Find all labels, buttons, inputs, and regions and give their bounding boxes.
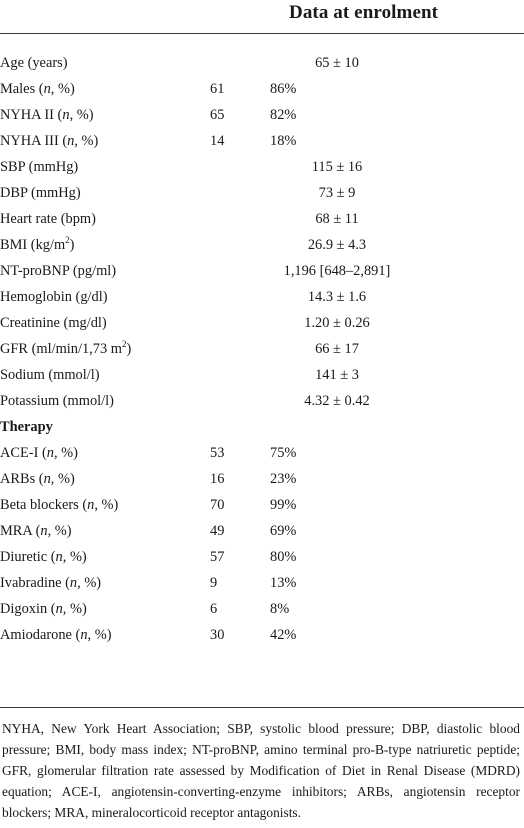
count-cell: 61 [210,80,225,97]
table-row [0,50,524,76]
row-label [0,544,210,570]
count-cell: 70 [210,496,225,513]
table-row [0,544,524,570]
row-label-text: NYHA II ( [0,106,63,123]
row-label [0,284,210,310]
row-label [0,102,210,128]
count-cell [210,180,270,206]
row-label [0,232,210,258]
row-label [0,206,210,232]
table-row [0,284,524,310]
row-label-suffix: , %) [47,522,72,539]
row-label-text: MRA ( [0,522,41,539]
row-label-italic: n [80,626,88,643]
row-label-suffix: , %) [50,470,75,487]
row-label-italic: n [69,574,78,591]
row-label-suffix: , %) [62,600,87,617]
row-label-text: ACE-I ( [0,444,47,461]
row-label-text: NYHA III ( [0,132,68,149]
count-cell [210,362,270,388]
value-cell: 14.3 ± 1.6 [307,288,367,305]
value-cell: 1.20 ± 0.26 [304,314,370,331]
count-cell: 49 [210,522,225,539]
percent-cell: 13% [270,574,297,591]
row-label [0,518,210,544]
count-cell: 9 [210,574,218,591]
row-label [0,258,210,284]
row-label [0,440,210,466]
row-label-text: NT-proBNP (pg/ml) [0,262,117,279]
row-label-text: Age (years) [0,54,68,71]
table-row [0,518,524,544]
table-row [0,128,524,154]
row-label-suffix: , %) [74,132,99,149]
value-cell: 1,196 [648–2,891] [283,262,391,279]
row-label [0,310,210,336]
table-row [0,492,524,518]
row-label-text: Potassium (mmol/l) [0,392,114,409]
row-label [0,466,210,492]
row-label-suffix: , %) [62,548,87,565]
row-label-italic: n [55,600,63,617]
header-rule [0,33,524,34]
row-label-text: BMI (kg/m [0,236,66,253]
row-label [0,570,210,596]
row-label-suffix: , %) [77,574,102,591]
count-cell [210,206,270,232]
table-row [0,232,524,258]
row-label-suffix: , %) [87,626,112,643]
table-row [0,180,524,206]
row-label-suffix: , %) [94,496,119,513]
row-label [0,336,210,362]
table-row [0,362,524,388]
row-label [0,622,210,648]
row-label-text: Diuretic ( [0,548,56,565]
value-cell: 115 ± 16 [311,158,363,175]
value-cell: 73 ± 9 [318,184,356,201]
table-row [0,336,524,362]
row-label-italic: n [43,80,51,97]
percent-cell: 23% [270,470,297,487]
table-header [0,0,524,33]
percent-cell: 18% [270,132,297,149]
table-row [0,596,524,622]
table-row [0,388,524,414]
count-cell [210,154,270,180]
value-cell: 66 ± 17 [315,340,359,357]
row-label-suffix: , %) [50,80,75,97]
row-label-text: Ivabradine ( [0,574,70,591]
count-cell [210,388,270,414]
row-label-suffix: ) [69,236,75,253]
percent-cell: 86% [270,80,297,97]
row-label-text: SBP (mmHg) [0,158,79,175]
row-label-text: GFR (ml/min/1,73 m [0,340,122,357]
count-cell [210,336,270,362]
section-row [0,414,524,440]
row-label [0,388,210,414]
row-label [0,492,210,518]
row-label [0,596,210,622]
table-row [0,622,524,648]
table-row [0,440,524,466]
count-cell [210,310,270,336]
percent-cell: 82% [270,106,297,123]
percent-cell: 42% [270,626,297,643]
row-label-italic: n [46,444,54,461]
table-row [0,258,524,284]
section-heading: Therapy [0,418,53,435]
row-label-text: ARBs ( [0,470,44,487]
row-label-italic: n [43,470,51,487]
row-label-text: Beta blockers ( [0,496,88,513]
count-cell: 30 [210,626,225,643]
table-row [0,206,524,232]
count-cell [210,50,270,76]
row-label [0,128,210,154]
count-cell: 53 [210,444,225,461]
row-label-text: Heart rate (bpm) [0,210,96,227]
row-label [0,180,210,206]
table-row [0,102,524,128]
percent-cell: 8% [270,600,290,617]
row-label [0,50,210,76]
row-label-italic: n [62,106,70,123]
percent-cell: 75% [270,444,297,461]
count-cell [210,258,270,284]
row-label-text: Creatinine (mg/dl) [0,314,107,331]
data-table [0,50,524,648]
row-label-italic: n [87,496,95,513]
count-cell: 65 [210,106,225,123]
row-label-superscript: 2 [121,338,127,349]
row-label-suffix: ) [126,340,132,357]
table-row [0,570,524,596]
percent-cell: 80% [270,548,297,565]
column-header-title: Data at enrolment [289,2,439,23]
value-cell: 65 ± 10 [315,54,359,71]
value-cell: 68 ± 11 [315,210,359,227]
count-cell: 14 [210,132,225,149]
row-label-italic: n [55,548,63,565]
row-label-text: Digoxin ( [0,600,56,617]
count-cell: 16 [210,470,225,487]
value-cell: 4.32 ± 0.42 [304,392,370,409]
bottom-rule [0,707,524,708]
table-row [0,154,524,180]
row-label-suffix: , %) [53,444,78,461]
row-label-superscript: 2 [65,234,70,245]
value-cell: 141 ± 3 [315,366,359,383]
row-label-suffix: , %) [69,106,94,123]
row-label [0,362,210,388]
count-cell: 57 [210,548,225,565]
count-cell [210,232,270,258]
row-label-italic: n [67,132,75,149]
count-cell: 6 [210,600,218,617]
value-cell: 26.9 ± 4.3 [307,236,367,253]
row-label-italic: n [40,522,48,539]
table-row [0,76,524,102]
row-label-text: Males ( [0,80,44,97]
percent-cell: 99% [270,496,297,513]
table-body [0,50,524,648]
table-footnote: NYHA, New York Heart Association; SBP, systolic blood pressure; DBP, diastolic blood pressure; BMI, body mass index; NT-proBNP, amino terminal pro-B-type natriuretic peptide; GFR, glomerular filtration rate assessed by Modification of Diet in Renal Disease (MDRD) equation; ACE-I, angiotensin-converting-enzyme inhibitors; ARBs, angiotensin receptor blockers; MRA, mineralocorticoid receptor antagonists. [2,721,520,820]
table-row [0,466,524,492]
percent-cell: 69% [270,522,297,539]
row-label-text: Sodium (mmol/l) [0,366,100,383]
row-label-text: Hemoglobin (g/dl) [0,288,108,305]
count-cell [210,284,270,310]
row-label [0,76,210,102]
row-label [0,154,210,180]
row-label-text: DBP (mmHg) [0,184,81,201]
row-label-text: Amiodarone ( [0,626,81,643]
table-row [0,310,524,336]
